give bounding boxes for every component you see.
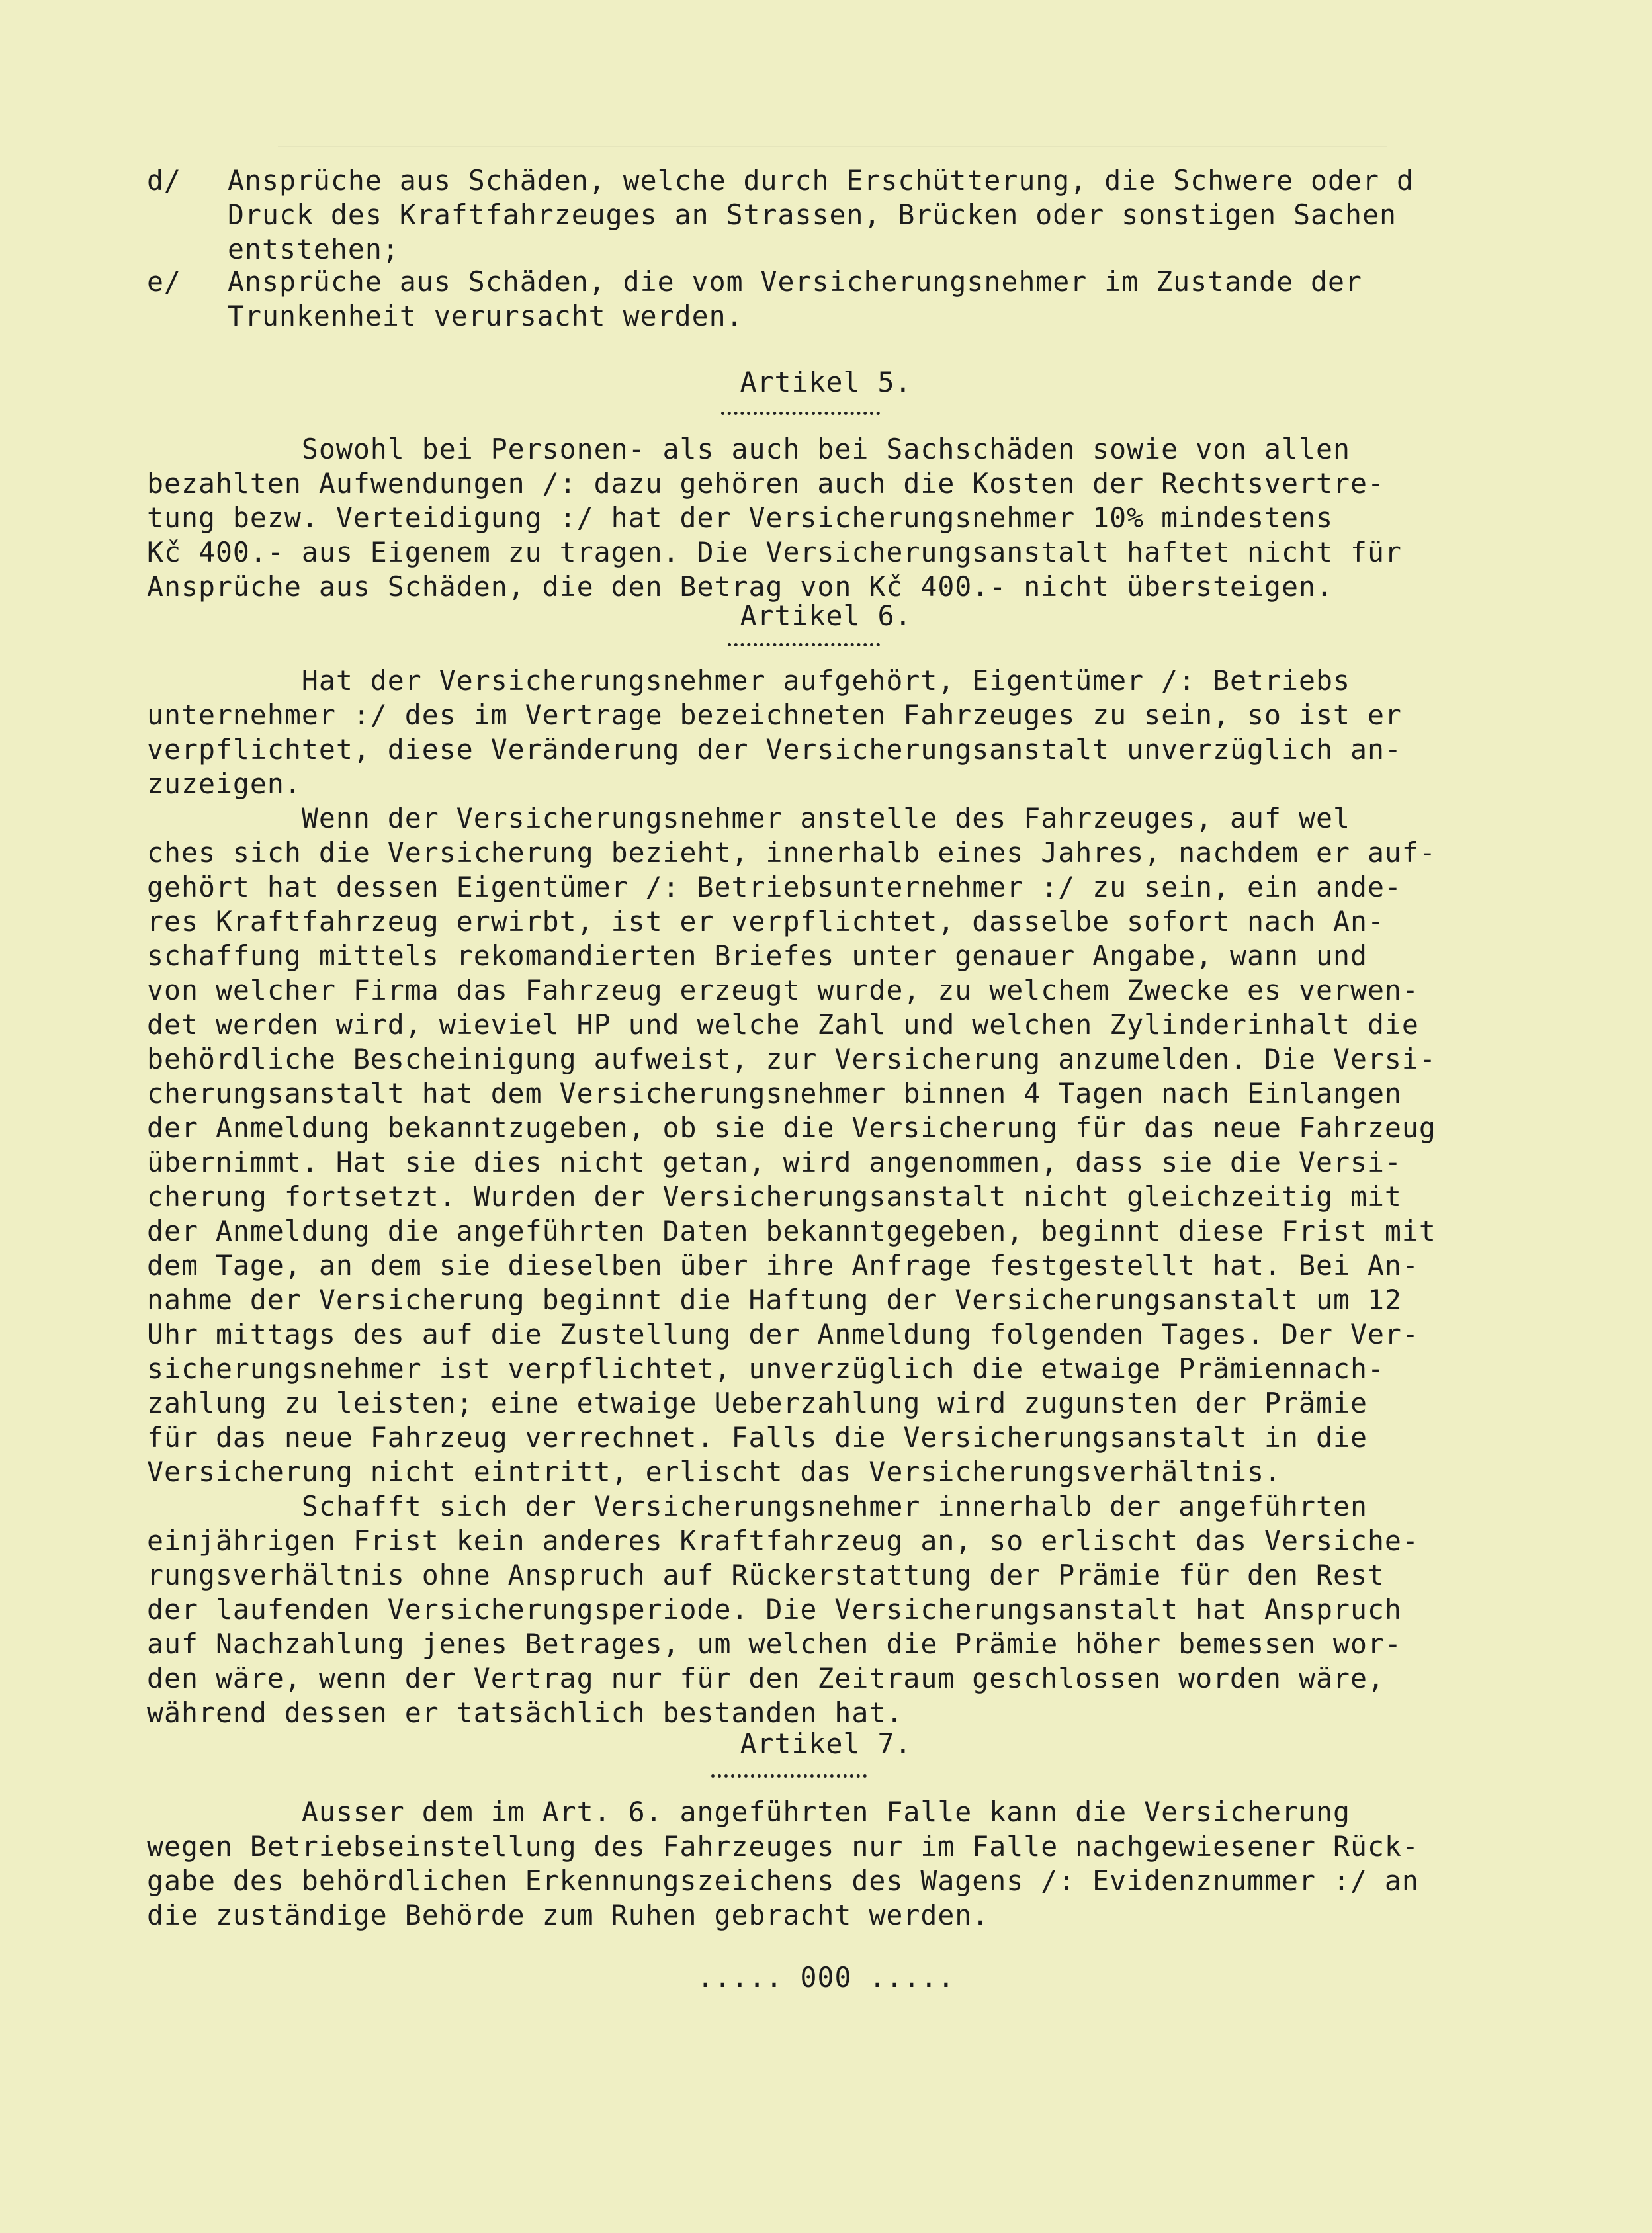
text-line: cherung fortsetzt. Wurden der Versicherungsanstalt nicht gleichzeitig mit (147, 1180, 1402, 1213)
heading-underline (711, 1774, 867, 1778)
article-6-text (147, 664, 1629, 1730)
text-line: von welcher Firma das Fahrzeug erzeugt wurde, zu welchem Zwecke es verwen- (147, 974, 1419, 1006)
text-line: gehört hat dessen Eigentümer /: Betriebsunternehmer :/ zu sein, ein ande- (147, 871, 1402, 903)
text-line: Ansprüche aus Schäden, welche durch Erschütterung, die Schwere oder d (228, 164, 1414, 197)
text-line: Versicherung nicht eintritt, erlischt das Versicherungsverhältnis. (147, 1456, 1282, 1488)
list-item-label: d/ (147, 164, 181, 197)
text-line: res Kraftfahrzeug erwirbt, ist er verpflichtet, dasselbe sofort nach An- (147, 905, 1385, 938)
heading-underline (721, 412, 880, 415)
text-line: Ansprüche aus Schäden, die vom Versicherungsnehmer im Zustande der (228, 265, 1363, 298)
text-line: nahme der Versicherung beginnt die Haftung der Versicherungsanstalt um 12 (147, 1284, 1402, 1316)
closing-ornament: ..... 000 ..... (697, 1961, 955, 1993)
article-7-heading: Artikel 7. (740, 1728, 912, 1760)
text-line: Ausser dem im Art. 6. angeführten Falle kann die Versicherung (147, 1796, 1350, 1828)
text-line: schaffung mittels rekomandierten Briefes unter genauer Angabe, wann und (147, 940, 1368, 972)
list-item-label: e/ (147, 265, 181, 298)
text-line: Trunkenheit verursacht werden. (228, 300, 744, 332)
text-line: zuzeigen. (147, 767, 302, 800)
text-line: der Anmeldung die angeführten Daten bekanntgegeben, beginnt diese Frist mit (147, 1215, 1436, 1247)
article-7-text (147, 1795, 1629, 1933)
text-line: während dessen er tatsächlich bestanden hat. (147, 1696, 904, 1729)
article-5-heading: Artikel 5. (740, 366, 912, 398)
text-line: Hat der Versicherungsnehmer aufgehört, Eigentümer /: Betriebs (147, 664, 1350, 697)
text-line: den wäre, wenn der Vertrag nur für den Zeitraum geschlossen worden wäre, (147, 1662, 1385, 1694)
text-line: für das neue Fahrzeug verrechnet. Falls die Versicherungsanstalt in die (147, 1421, 1368, 1454)
text-line: behördliche Bescheinigung aufweist, zur Versicherung anzumelden. Die Versi- (147, 1043, 1436, 1075)
text-line: die zuständige Behörde zum Ruhen gebracht werden. (147, 1899, 990, 1931)
text-line: zahlung zu leisten; eine etwaige Ueberzahlung wird zugunsten der Prämie (147, 1387, 1368, 1419)
article-6-heading: Artikel 6. (740, 599, 912, 632)
text-line: sicherungsnehmer ist verpflichtet, unverzüglich die etwaige Prämiennach- (147, 1352, 1385, 1385)
heading-underline (728, 643, 880, 646)
bleed-through-texture (40, 66, 1626, 147)
text-line: tung bezw. Verteidigung :/ hat der Versicherungsnehmer 10% mindestens (147, 502, 1333, 534)
text-line: entstehen; (228, 233, 400, 265)
text-line: dem Tage, an dem sie dieselben über ihre Anfrage festgestellt hat. Bei An- (147, 1249, 1419, 1282)
text-line: einjährigen Frist kein anderes Kraftfahrzeug an, so erlischt das Versiche- (147, 1524, 1419, 1557)
text-line: unternehmer :/ des im Vertrage bezeichneten Fahrzeuges zu sein, so ist er (147, 699, 1402, 731)
text-line: der Anmeldung bekanntzugeben, ob sie die Versicherung für das neue Fahrzeug (147, 1112, 1436, 1144)
text-line: übernimmt. Hat sie dies nicht getan, wird angenommen, dass sie die Versi- (147, 1146, 1402, 1178)
list-item-text (228, 163, 1616, 267)
text-line: Uhr mittags des auf die Zustellung der Anmeldung folgenden Tages. Der Ver- (147, 1318, 1419, 1350)
text-line: det werden wird, wieviel HP und welche Zahl und welchen Zylinderinhalt die (147, 1008, 1419, 1041)
list-item-text (228, 265, 1616, 333)
text-line: auf Nachzahlung jenes Betrages, um welchen die Prämie höher bemessen wor- (147, 1628, 1402, 1660)
text-line: Wenn der Versicherungsnehmer anstelle des Fahrzeuges, auf wel (147, 802, 1350, 834)
text-line: Kč 400.- aus Eigenem zu tragen. Die Versicherungsanstalt haftet nicht für (147, 536, 1402, 568)
text-line: Ansprüche aus Schäden, die den Betrag von Kč 400.- nicht übersteigen. (147, 570, 1333, 603)
text-line: cherungsanstalt hat dem Versicherungsnehmer binnen 4 Tagen nach Einlangen (147, 1077, 1402, 1110)
text-line: der laufenden Versicherungsperiode. Die Versicherungsanstalt hat Anspruch (147, 1593, 1402, 1626)
text-line: ches sich die Versicherung bezieht, innerhalb eines Jahres, nachdem er auf- (147, 836, 1436, 869)
text-line: rungsverhältnis ohne Anspruch auf Rückerstattung der Prämie für den Rest (147, 1559, 1385, 1591)
text-line: verpflichtet, diese Veränderung der Versicherungsanstalt unverzüglich an- (147, 733, 1402, 766)
text-line: gabe des behördlichen Erkennungszeichens des Wagens /: Evidenznummer :/ an (147, 1864, 1419, 1897)
text-line: Druck des Kraftfahrzeuges an Strassen, Brücken oder sonstigen Sachen (228, 198, 1397, 231)
text-line: wegen Betriebseinstellung des Fahrzeuges nur im Falle nachgewiesener Rück- (147, 1830, 1419, 1862)
text-line: Schafft sich der Versicherungsnehmer innerhalb der angeführten (147, 1490, 1368, 1522)
article-5-text (147, 432, 1629, 604)
text-line: bezahlten Aufwendungen /: dazu gehören auch die Kosten der Rechtsvertre- (147, 467, 1385, 500)
text-line: Sowohl bei Personen- als auch bei Sachschäden sowie von allen (147, 433, 1350, 465)
